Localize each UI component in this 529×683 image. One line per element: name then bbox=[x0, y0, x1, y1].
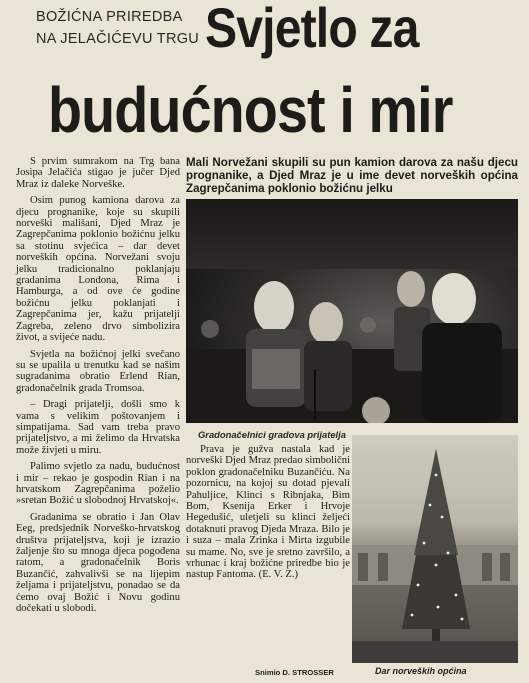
photo-caption-tree: Dar norveških općina bbox=[375, 666, 467, 676]
photo-tree-scene bbox=[352, 435, 518, 663]
photo-caption-mayors: Gradonačelnici gradova prijatelja bbox=[198, 429, 346, 440]
kicker-line-2: NA JELAČIĆEVU TRGU bbox=[36, 31, 200, 47]
headline-line-2: budućnost i mir bbox=[48, 74, 453, 146]
headline-line-1: Svjetlo za bbox=[205, 0, 419, 59]
paragraph: Prava je gužva nastala kad je norveški Djed Mraz predao simbolični poklon gradonačelniku Buzančiću. Na pozornicu, na kojoj su dotad pjevali Pahuljice, Klinci s Ribnjaka, Bim Bom, Ksenija Erker i Hrvoje Hegedušić, uletjeli su klinci željeći dotaknuti pravog Djeda Mraza. Bilo je i suza – mala Zrinka i Mirta izgubile su mame. No, sve je sretno završilo, a vrhunac i kraj božićne priredbe bio je nastup Fantoma. (E. V. Z.) bbox=[186, 444, 350, 581]
paragraph: S prvim sumrakom na Trg bana Josipa Jelačića stigao je jučer Djed Mraz iz daleke Norveške. bbox=[16, 156, 180, 190]
paragraph: – Dragi prijatelji, došli smo k vama s velikim poštovanjem i simpatijama. Sad vam treba pravo prijateljstvo, a mi želimo da Hrvatska može živjeti u miru. bbox=[16, 399, 180, 456]
kicker bbox=[36, 6, 206, 50]
news-photo-christmas-tree bbox=[352, 435, 518, 663]
left-article-column bbox=[16, 156, 180, 619]
photo-credit: Snimio D. STROSSER bbox=[255, 668, 334, 677]
paragraph: Svjetla na božićnoj jelki svečano su se upalila u trenutku kad se našim sugradanima obratio Erlend Rian, gradonačelnik grada Tromsoa. bbox=[16, 348, 180, 394]
paragraph: Osim punog kamiona darova za djecu prognanike, koje su skupili norveški mališani, Djed Mraz je Zagrepčanima poklonio božićnu jelku sa stotinu svjećica – dar devet norveških općina. Norvežani svoju jelku tradicionalno poklanjaju gradanima Londona, Rima i Hamburga, a od ove će godine božićnu jelku poklanjati i Zagrepčanima jer, kažu prijatelji Zagreba, zeleno drvo simbolizira život, a svijeće nadu. bbox=[16, 195, 180, 344]
subheadline: Mali Norvežani skupili su pun kamion darova za našu djecu prognanike, a Djed Mraz je u ime devet norveških općina Zagrepčanima poklonio božićnu jelku bbox=[186, 156, 518, 196]
photo-crowd-scene bbox=[186, 199, 518, 423]
paragraph: Gradanima se obratio i Jan Olav Eeg, predsjednik Norveško-hrvatskog društva prijateljstva, koji je izrazio žaljenje što su mnoga djeca pogođena ratom, a gradonačelnik Boris Buzančić, zahvalivši se na lijepim željama i prijateljstvu, ponadao se da ćemo ovaj Božić i Novu godinu dočekati u slobodi. bbox=[16, 511, 180, 615]
news-photo-mayors bbox=[186, 199, 518, 423]
paragraph: Palimo svjetlo za nadu, budućnost i mir – rekao je gospodin Rian i na hrvatskom Zagrepčanima poželio »sretan Božić u slobodnoj Hrvatskoj«. bbox=[16, 461, 180, 507]
middle-article-column bbox=[186, 444, 350, 586]
kicker-line-1: BOŽIĆNA PRIREDBA bbox=[36, 9, 183, 25]
